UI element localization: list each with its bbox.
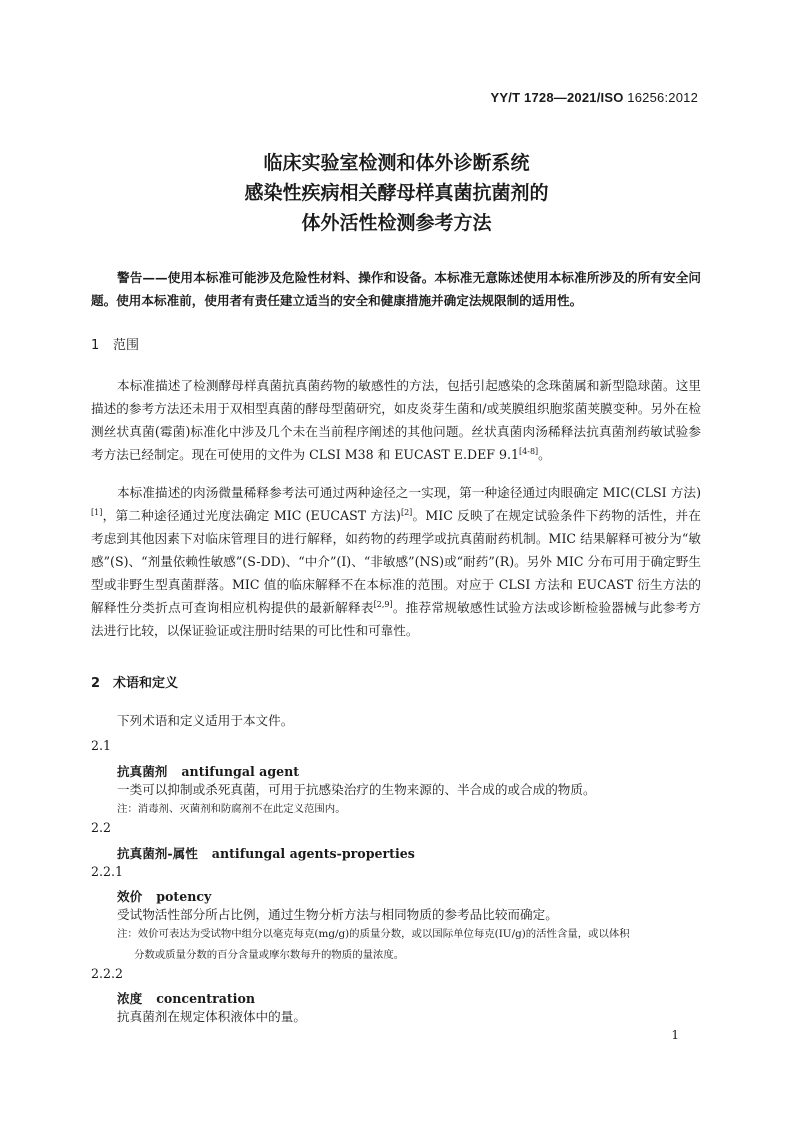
citation: [2,9] [373, 599, 393, 609]
term-number-2-2-2: 2.2.2 [91, 966, 124, 981]
scope-paragraph-1: 本标准描述了检测酵母样真菌抗真菌药物的敏感性的方法，包括引起感染的念珠菌属和新型隐球菌。这里描述的参考方法还未用于双相型真菌的酵母型菌研究，如皮炎芽生菌和/或荚膜组织胞浆菌荚膜变种。另外在检测丝状真菌(霉菌)标准化中涉及几个未在当前程序阐述的其他问题。丝状真菌肉汤稀释法抗真菌剂药敏试验参考方法已经制定。现在可使用的文件为 CLSI M38 和 EUCAST E.DEF 9.1[4-8]。 [91, 378, 701, 462]
definition-2-2-1: 受试物活性部分所占比例，通过生物分析方法与相同物质的参考品比较而确定。 [117, 907, 558, 922]
document-title [0, 148, 793, 238]
title-line-3: 体外活性检测参考方法 [301, 212, 492, 234]
citation: [4-8] [519, 446, 539, 456]
terms-intro: 下列术语和定义适用于本文件。 [117, 713, 294, 728]
section-1-heading: 1 范围 [91, 338, 140, 353]
term-2-2: 抗真菌剂-属性 antifungal agents-properties [117, 846, 415, 861]
standard-number: YY/T 1728—2021/ISO 16256:2012 [490, 90, 698, 105]
definition-2-1: 一类可以抑制或杀死真菌，可用于抗感染治疗的生物来源的、半合成的或合成的物质。 [117, 782, 596, 797]
warning-paragraph: 警告——使用本标准可能涉及危险性材料、操作和设备。本标准无意陈述使用本标准所涉及的所有安全问题。使用本标准前，使用者有责任建立适当的安全和健康措施并确定法规限制的适用性。 [91, 270, 701, 308]
title-line-1: 临床实验室检测和体外诊断系统 [263, 152, 530, 174]
term-2-2-2: 浓度 concentration [117, 991, 256, 1006]
page-number: 1 [671, 1028, 679, 1042]
term-2-2-1: 效价 potency [117, 889, 212, 904]
term-number-2-2: 2.2 [91, 820, 112, 835]
definition-2-2-2: 抗真菌剂在规定体积液体中的量。 [117, 1009, 306, 1024]
scope-paragraph-2: 本标准描述的肉汤微量稀释参考法可通过两种途径之一实现，第一种途径通过肉眼确定 MIC(CLSI 方法)[1]，第二种途径通过光度法确定 MIC (EUCAST 方法)[2]。MIC 反映了在规定试验条件下药物的活性，并在考虑到其他因素下对临床管理目的进行解释，如药物的药理学或抗真菌耐药机制。MIC 结果解释可被分为“敏感”(S)、“剂量依赖性敏感”(S-DD)、“中介”(I)、“非敏感”(NS)或“耐药”(R)。另外 MIC 分布可用于确定野生型或非野生型真菌群落。MIC 值的临床解释不在本标准的范围。对应于 CLSI 方法和 EUCAST 衍生方法的解释性分类折点可查询相应机构提供的最新解释表[2,9]。推荐常规敏感性试验方法或诊断检验器械与此参考方法进行比较，以保证验证或注册时结果的可比性和可靠性。 [91, 485, 702, 638]
section-2-heading: 2 术语和定义 [91, 676, 179, 691]
term-number-2-2-1: 2.2.1 [91, 864, 124, 879]
term-2-1: 抗真菌剂 antifungal agent [117, 764, 300, 779]
title-line-2: 感染性疾病相关酵母样真菌抗菌剂的 [244, 182, 549, 204]
note-2-1: 注：消毒剂、灭菌剂和防腐剂不在此定义范围内。 [117, 803, 346, 815]
citation: [1] [91, 507, 103, 517]
citation: [2] [400, 507, 413, 517]
note-2-2-1: 注：效价可表达为受试物中组分以毫克每克(mg/g)的质量分数，或以国际单位每克(IU/g)的活性含量，或以体积 分数或质量分数的百分含量或摩尔数每升的物质的量浓度。 [117, 928, 630, 961]
term-number-2-1: 2.1 [91, 738, 112, 753]
